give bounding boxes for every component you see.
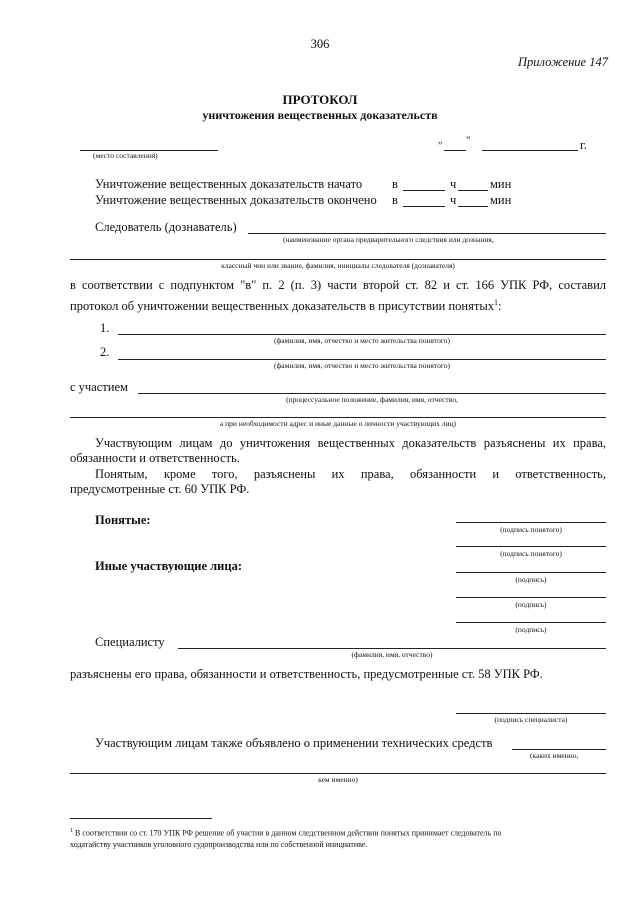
other-3-sign-line[interactable] xyxy=(456,622,606,623)
other-2-sign-caption: (подпись) xyxy=(515,600,547,609)
investigator-line-1[interactable] xyxy=(248,233,606,234)
date-month-year-line[interactable] xyxy=(482,150,578,151)
finished-hours-line[interactable] xyxy=(403,206,445,207)
footnote-ref: 1 xyxy=(493,298,498,307)
tech-caption-1: (каких именно, xyxy=(530,751,579,760)
basis-line-1: в соответствии с подпунктом "в" п. 2 (п. 3) части второй ст. 82 и ст. 166 УПК РФ, составил xyxy=(70,278,606,292)
participation-line-1[interactable] xyxy=(138,393,606,394)
footnote-text-2: ходатайству участников уголовного судопроизводства или по собственной инициативе. xyxy=(70,840,368,849)
witness-2-caption: (фамилия, имя, отчество и место жительства понятого) xyxy=(273,361,451,370)
investigator-caption-1: (наименование органа предварительного следствия или дознания, xyxy=(283,235,494,244)
started-minutes-line[interactable] xyxy=(458,190,488,191)
footnote xyxy=(70,828,501,838)
basis-line-2-text: протокол об уничтожении вещественных доказательств в присутствии понятых xyxy=(70,299,494,314)
other-1-sign-line[interactable] xyxy=(456,572,606,573)
basis-line-2: протокол об уничтожении вещественных доказательств в присутствии понятых$^1$: xyxy=(70,298,502,314)
started-hours-unit: ч xyxy=(450,177,457,191)
finished-hours-unit: ч xyxy=(450,193,457,207)
tech-label: Участвующим лицам также объявлено о применении технических средств xyxy=(95,736,493,750)
specialist-sign-caption: (подпись специалиста) xyxy=(494,715,568,724)
place-caption: (место составления) xyxy=(93,151,158,160)
started-at: в xyxy=(392,177,398,191)
footnote-text-1: В соответствии со ст. 170 УПК РФ решение об участии в данном следственном действии понятых принимает следователь по xyxy=(75,828,502,838)
finished-minutes-line[interactable] xyxy=(458,206,488,207)
witness-1-sign-caption: (подпись понятого) xyxy=(500,525,562,534)
date-quote-open: „ xyxy=(438,136,443,146)
witness-2-sign-caption: (подпись понятого) xyxy=(500,549,562,558)
tech-line-1[interactable] xyxy=(512,749,606,750)
witness-2-number: 2. xyxy=(100,345,110,359)
specialist-rights: разъяснены его права, обязанности и ответственность, предусмотренные ст. 58 УПК РФ. xyxy=(70,667,543,681)
finished-at: в xyxy=(392,193,398,207)
rights-para-line-1: Участвующим лицам до уничтожения вещественных доказательств разъяснены их права, xyxy=(95,436,606,450)
doc-subtitle: уничтожения вещественных доказательств xyxy=(202,108,438,122)
participation-label: с участием xyxy=(70,380,128,394)
participation-line-2[interactable] xyxy=(70,417,606,418)
specialist-caption: (фамилия, имя, отчество) xyxy=(351,650,433,659)
specialist-sign-line[interactable] xyxy=(456,713,606,714)
witness-1-line[interactable] xyxy=(118,334,606,335)
specialist-line[interactable] xyxy=(178,648,606,649)
started-minutes-unit: мин xyxy=(490,177,512,191)
footnote-mark: 1 xyxy=(70,828,73,834)
witness-1-caption: (фамилия, имя, отчество и место жительства понятого) xyxy=(273,336,451,345)
other-3-sign-caption: (подпись) xyxy=(515,625,547,634)
witness-1-sign-line[interactable] xyxy=(456,522,606,523)
appendix-label: Приложение 147 xyxy=(518,55,608,69)
investigator-caption-2: классный чин или звание, фамилия, инициалы следователя (дознавателя) xyxy=(221,261,455,270)
witness-1-number: 1. xyxy=(100,321,110,335)
participation-caption-1: (процессуальное положение, фамилия, имя, отчество, xyxy=(286,395,458,404)
finished-minutes-unit: мин xyxy=(490,193,512,207)
footnote-separator xyxy=(70,818,212,819)
specialist-label: Специалисту xyxy=(95,635,165,649)
started-label: Уничтожение вещественных доказательств начато xyxy=(95,177,363,191)
witness-2-sign-line[interactable] xyxy=(456,546,606,547)
other-1-sign-caption: (подпись) xyxy=(515,575,547,584)
date-quote-close: ” xyxy=(466,136,471,146)
date-year-suffix: г. xyxy=(580,138,587,152)
investigator-line-2[interactable] xyxy=(70,259,606,260)
started-hours-line[interactable] xyxy=(403,190,445,191)
other-2-sign-line[interactable] xyxy=(456,597,606,598)
others-heading: Иные участвующие лица: xyxy=(95,559,242,573)
witnesses-para-line-2: предусмотренные ст. 60 УПК РФ. xyxy=(70,482,250,496)
tech-caption-2: кем именно) xyxy=(318,775,358,784)
doc-title: ПРОТОКОЛ xyxy=(282,92,358,107)
witness-2-line[interactable] xyxy=(118,359,606,360)
rights-para-line-2: обязанности и ответственность. xyxy=(70,451,240,465)
finished-label: Уничтожение вещественных доказательств окончено xyxy=(95,193,377,207)
witnesses-heading: Понятые: xyxy=(95,513,151,527)
tech-line-2[interactable] xyxy=(70,773,606,774)
participation-caption-2: а при необходимости адрес и иные данные о личности участвующих лиц) xyxy=(219,419,457,428)
date-day-line[interactable] xyxy=(444,150,466,151)
page-number: 306 xyxy=(310,37,330,51)
investigator-label: Следователь (дознаватель) xyxy=(95,220,237,234)
witnesses-para-line-1: Понятым, кроме того, разъяснены их права, обязанности и ответственность, xyxy=(95,467,606,481)
